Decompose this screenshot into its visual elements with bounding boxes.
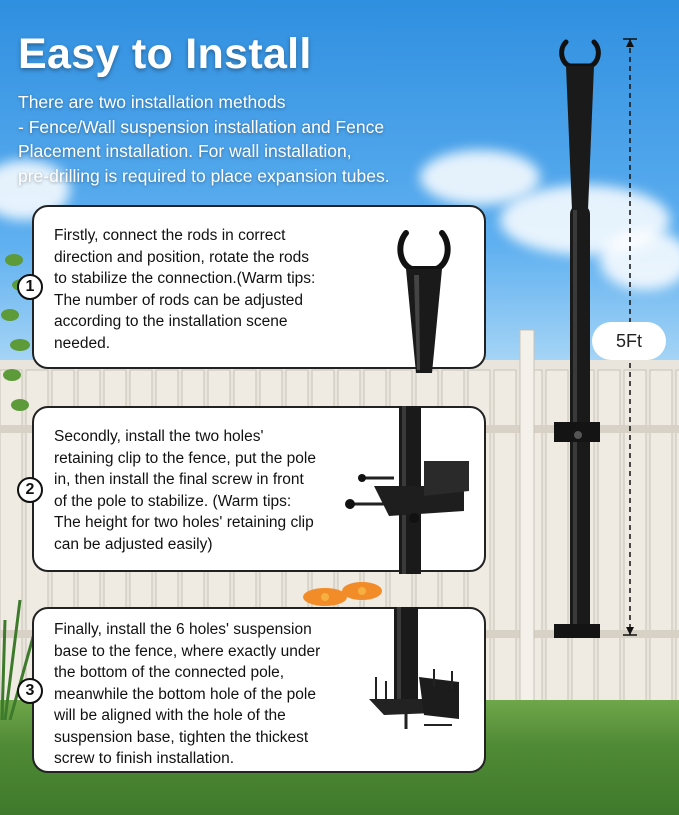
step-1-text <box>54 225 315 354</box>
step-line: of the pole to stabilize. (Warm tips: <box>54 492 292 510</box>
step-line: retaining clip to the fence, put the pole <box>54 449 316 467</box>
step-line: The number of rods can be adjusted <box>54 291 304 309</box>
step-2-text <box>54 426 316 555</box>
pole-top-hook-illustration <box>384 225 464 375</box>
step-number-badge: 3 <box>17 678 43 704</box>
step-line: suspension base, tighten the thickest <box>54 728 309 746</box>
step-line: in, then install the final screw in front <box>54 471 304 488</box>
height-label: 5Ft <box>592 322 666 360</box>
step-card-3 <box>32 607 486 773</box>
step-line: the bottom of the connected pole, <box>54 664 285 681</box>
step-line: The height for two holes' retaining clip <box>54 514 314 531</box>
step-line: direction and position, rotate the rods <box>54 248 310 266</box>
step-line: Finally, install the 6 holes' suspension <box>54 621 312 638</box>
retaining-clip-illustration <box>344 406 484 574</box>
step-line: Secondly, install the two holes' <box>54 428 264 445</box>
step-line: can be adjusted easily) <box>54 535 213 553</box>
step-card-2 <box>32 406 486 572</box>
page-title: Easy to Install <box>18 30 312 78</box>
step-3-text <box>54 619 320 770</box>
step-line: screw to finish installation. <box>54 750 235 767</box>
step-line: Firstly, connect the rods in correct <box>54 227 286 244</box>
step-line: needed. <box>54 334 111 352</box>
step-line: to stabilize the connection.(Warm tips: <box>54 270 316 287</box>
step-number-badge: 2 <box>17 477 43 503</box>
intro-line: Placement installation. For wall installation, <box>18 141 352 161</box>
step-line: meanwhile the bottom hole of the pole <box>54 685 316 703</box>
step-line: base to the fence, where exactly under <box>54 642 321 660</box>
step-line: will be aligned with the hole of the <box>54 707 286 724</box>
step-line: according to the installation scene <box>54 313 288 330</box>
intro-line: There are two installation methods <box>18 92 286 112</box>
intro-line: pre-drilling is required to place expansion tubes. <box>18 165 390 186</box>
suspension-base-illustration <box>364 607 474 747</box>
intro-line: - Fence/Wall suspension installation and Fence <box>18 116 385 137</box>
step-number-badge: 1 <box>17 274 43 300</box>
intro-text <box>18 90 458 188</box>
step-card-1 <box>32 205 486 369</box>
